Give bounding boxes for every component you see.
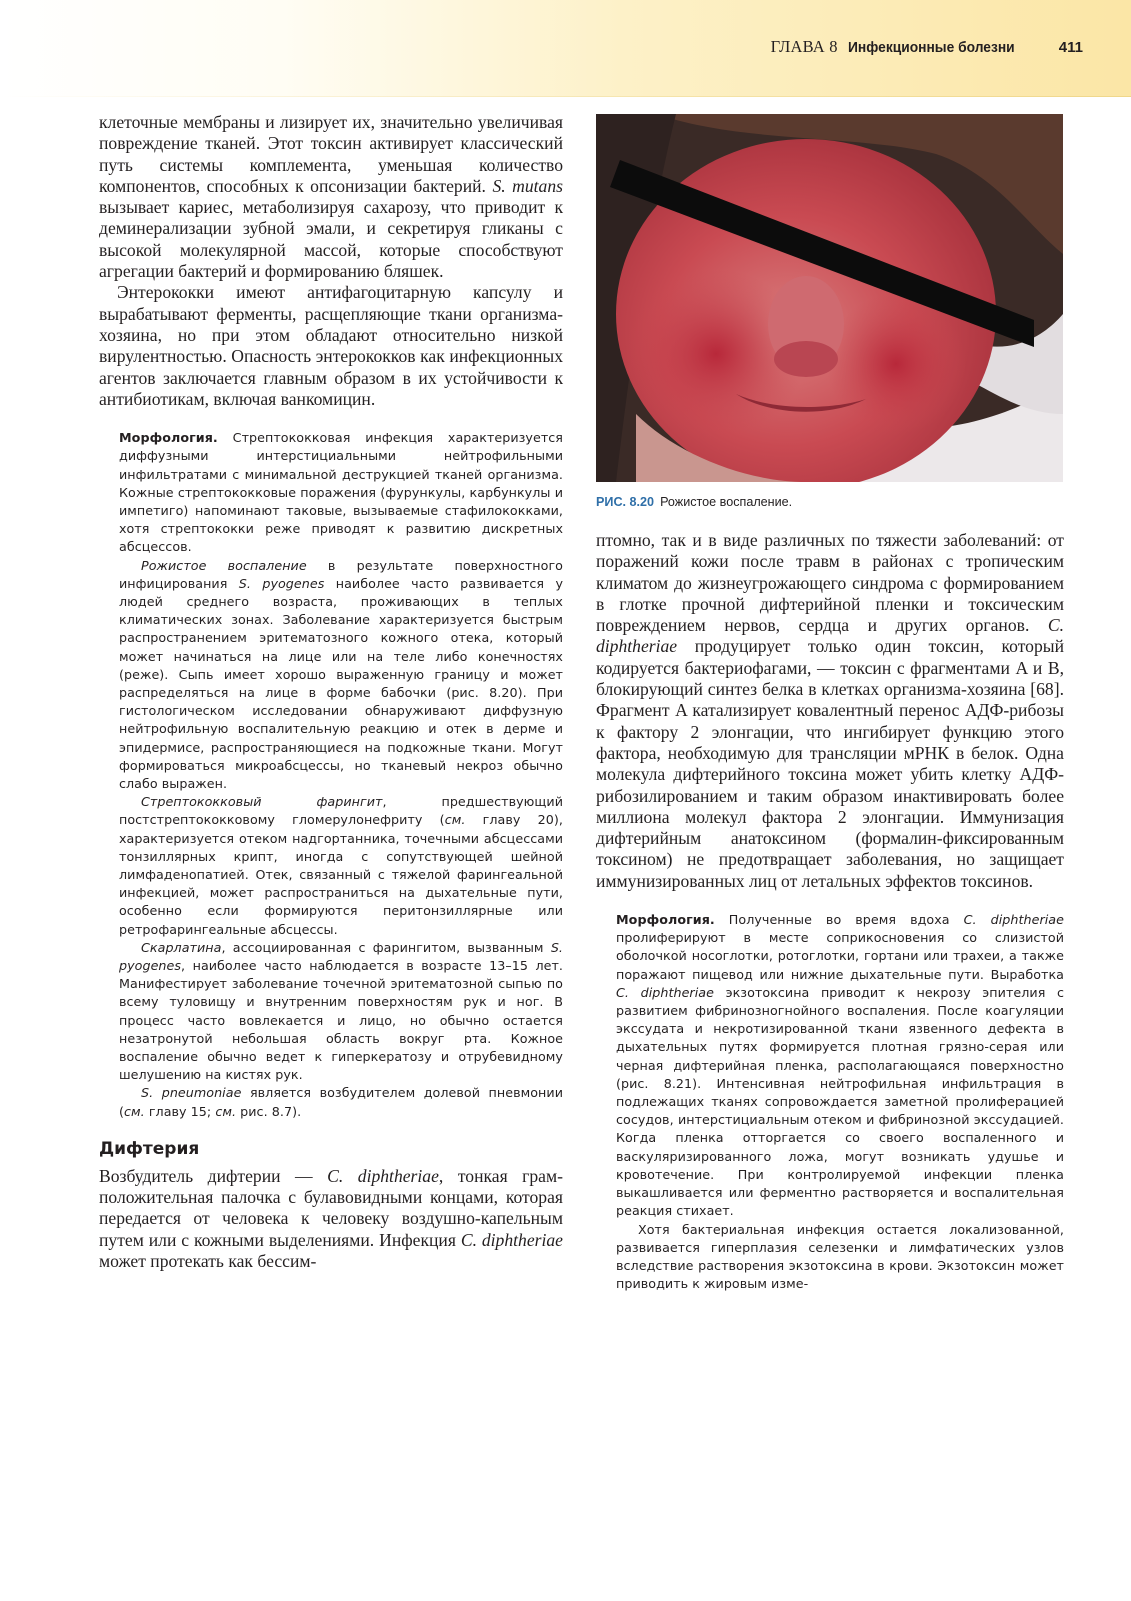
run-italic: Скарлатина xyxy=(141,939,222,955)
morphology-paragraph xyxy=(119,429,563,556)
body-paragraph xyxy=(99,1166,563,1272)
run-italic: см. xyxy=(215,1103,237,1119)
run: в результате поверхностного инфицирования xyxy=(119,557,563,591)
run: Энтерококки имеют антифагоцитарную капсулу и вырабатывают ферменты, расщепляющие ткани организма-хозяина, но при этом обладают относительно низкой вирулентностью. Опасность энтерококков как инфекционных агентов заключается главным образом в их устойчивости к антибиотикам, включая ванкомицин. xyxy=(99,282,563,409)
run-italic: S. pyogenes xyxy=(238,575,325,591)
run-bold: Морфология. xyxy=(616,912,715,928)
run: вызывает кариес, метаболизируя сахарозу, что приводит к деминерализации зубной эмали, и секретируя гликаны с высокой молекулярной массой, которые способствуют агрегации бактерий и формированию бляшек. xyxy=(99,197,563,282)
figure-photo xyxy=(596,114,1063,482)
run: экзотоксина приводит к некрозу эпителия с развитием фибринозногнойного воспаления. После коагуляции экссудата и некротизированной ткани язвенного дефекта в дыхательных путях формируется плотная грязно-серая или черная дифтерийная пленка, располагающаяся поверхностно (рис. 8.21). Интенсивная нейтрофильная инфильтрация в подлежащих тканях сопровождается заметной пролиферацией сосудов, интерстициальным отеком и фибринозной экссудацией. Когда пленка отторгается со своего воспаленного и васкуляризированного ложа, могут возникать удушье и кровотечение. При контролируемой инфекции пленка выкашливается или ферментно растворяется и воспалительная реакция стихает. xyxy=(616,984,1064,1219)
run-italic: C. diphtheriae xyxy=(327,1165,439,1186)
chapter-title: Инфекционные болезни xyxy=(847,39,1015,56)
body-paragraph xyxy=(616,1221,1064,1294)
morphology-box xyxy=(596,911,1064,1293)
run: Возбудитель дифтерии — xyxy=(99,1165,328,1186)
run: клеточные мембраны и лизирует их, значительно увеличивая повреждение тканей. Этот токсин активирует классический путь системы комплемента, уменьшая количество компонентов, способных к опсонизации бактерий. xyxy=(99,112,563,196)
run: , тонкая грамположительная палочка с булавовидными концами, которая передается от человека к человеку воздушно-капельным путем или с кожными выделениями. Инфекция xyxy=(99,1165,563,1250)
run: продуцирует только один токсин, который кодируется бактериофагами, — токсин с фрагментами A и B, блокирующий синтез белка в клетках организма-хозяина [68]. Фрагмент A катализирует ковалентный перенос АДФ-рибозы к фактору 2 элонгации, что ингибирует функцию этого фактора, необходимую для трансляции мРНК в белок. Одна молекула дифтерийного токсина может убить клетку АДФ-рибозилированием и таким образом инактивировать более миллиона молекул фактора 2 элонгации. Иммунизация дифтерийным анатоксином (формалин-фиксированным токсином) не предотвращает заболевания, но защищает иммунизированных лиц от летальных эффектов токсинов. xyxy=(596,636,1064,891)
run: пролиферируют в месте соприкосновения со слизистой оболочкой носоглотки, ротоглотки, гортани или трахеи, а также поражают пищевод или нижние дыхательные пути. Выработка xyxy=(616,930,1064,982)
run-italic: C. diphtheriae xyxy=(963,912,1064,928)
figure-caption-text: Рожистое воспаление. xyxy=(660,495,793,509)
erysipelas-paragraph xyxy=(119,557,563,794)
pneumoniae-paragraph xyxy=(119,1084,563,1120)
run-italic: см. xyxy=(124,1103,145,1119)
run: главу 20), характеризуется отеком надгортанника, точечными абсцессами тонзиллярных крипт, иногда с сопутствующей шейной лимфаденопатией. Отек, связанный с тяжелой фарингеальной инфекцией, может распространиться на дыхательные пути, особенно если формируются перитонзиллярные или ретрофарингеальные абсцессы. xyxy=(119,812,563,937)
body-paragraph xyxy=(99,282,563,410)
run: является возбудителем долевой пневмонии ( xyxy=(119,1085,563,1119)
run-italic: Стрептококковый фарингит xyxy=(141,794,383,810)
run-italic: C. diphtheriae xyxy=(596,615,1064,657)
morphology-box xyxy=(99,429,563,1121)
left-column xyxy=(99,112,563,1272)
run-italic: Рожистое воспаление xyxy=(141,557,307,573)
scarlet-fever-paragraph xyxy=(119,939,563,1085)
run-italic: S. mutans xyxy=(492,175,563,196)
run: Стрептококковая инфекция характеризуется диффузными интерстициальными нейтрофильными инфильтратами с минимальной деструкцией тканей организма. Кожные стрептококковые поражения (фурункулы, карбункулы и импетиго) напоминают таковые, вызываемые стафилококками, хотя стрептококки реже приводят к развитию дискретных абсцессов. xyxy=(119,430,563,555)
morphology-paragraph xyxy=(616,911,1064,1220)
pharyngitis-paragraph xyxy=(119,793,563,939)
run-italic: C. diphtheriae xyxy=(460,1229,563,1250)
run: наиболее часто развивается у людей среднего возраста, проживающих в теплых климатических зонах. Заболевание характеризуется быстрым распространением эритематозного кожного отека, который может начинаться на лице или на теле либо конечностях (реже). Сыпь имеет хорошо выраженную границу и может распределяться на лице в форме бабочки (рис. 8.20). При гистологическом исследовании обнаруживают диффузную нейтрофильную воспалительную реакцию и отек в дерме и эпидермисе, распространяющиеся на подкожные ткани. Могут формироваться микроабсцессы, но тканевый некроз обычно слабо выражен. xyxy=(119,575,564,792)
body-paragraph xyxy=(596,530,1064,892)
run-italic: S. pneumoniae xyxy=(141,1085,242,1101)
run: Хотя бактериальная инфекция остается локализованной, развивается гиперплазия селезенки и лимфатических узлов вследствие растворения экзотоксина в крови. Экзотоксин может приводить к жировым изме- xyxy=(616,1221,1064,1292)
header-rule xyxy=(0,96,1131,97)
section-heading-diphtheria: Дифтерия xyxy=(99,1138,200,1159)
run: , ассоциированная с фарингитом, вызванным xyxy=(221,939,551,955)
page-number: 411 xyxy=(1058,39,1083,56)
run: , предшествующий постстрептококковому гломерулонефриту ( xyxy=(119,794,563,828)
right-column xyxy=(596,530,1064,1293)
run-italic: S. pyogenes xyxy=(119,939,563,974)
chapter-label: ГЛАВА 8 xyxy=(770,37,838,56)
figure-label: РИС. 8.20 xyxy=(596,495,655,509)
body-paragraph xyxy=(99,112,563,282)
run: рис. 8.7). xyxy=(236,1103,302,1119)
run: может протекать как бессим- xyxy=(99,1251,317,1272)
run-bold: Морфология. xyxy=(119,430,218,446)
run-italic: см. xyxy=(444,812,466,828)
figure-caption xyxy=(596,495,792,509)
run: Полученные во время вдоха xyxy=(714,912,964,928)
run: птомно, так и в виде различных по тяжести заболеваний: от поражений кожи после травм в районах с тропическим климатом до жизнеугрожающего синдрома с формированием в глотке прочной дифтерийной пленки и токсическим повреждением нервов, сердца и других органов. xyxy=(596,530,1064,636)
running-head xyxy=(771,37,1083,59)
run: , наиболее часто наблюдается в возрасте 13–15 лет. Манифестирует заболевание точечной эритематозной сыпью по всему туловищу и внутренним поверхностям рук и ног. В процесс часто вовлекается и лицо, но обычно остается незатронутой небольшая область вокруг рта. Кожное воспаление обычно ведет к гиперкератозу и отрубевидному шелушению на кистях рук. xyxy=(119,958,563,1083)
run: главу 15; xyxy=(144,1103,216,1119)
run-italic: C. diphtheriae xyxy=(616,984,714,1000)
